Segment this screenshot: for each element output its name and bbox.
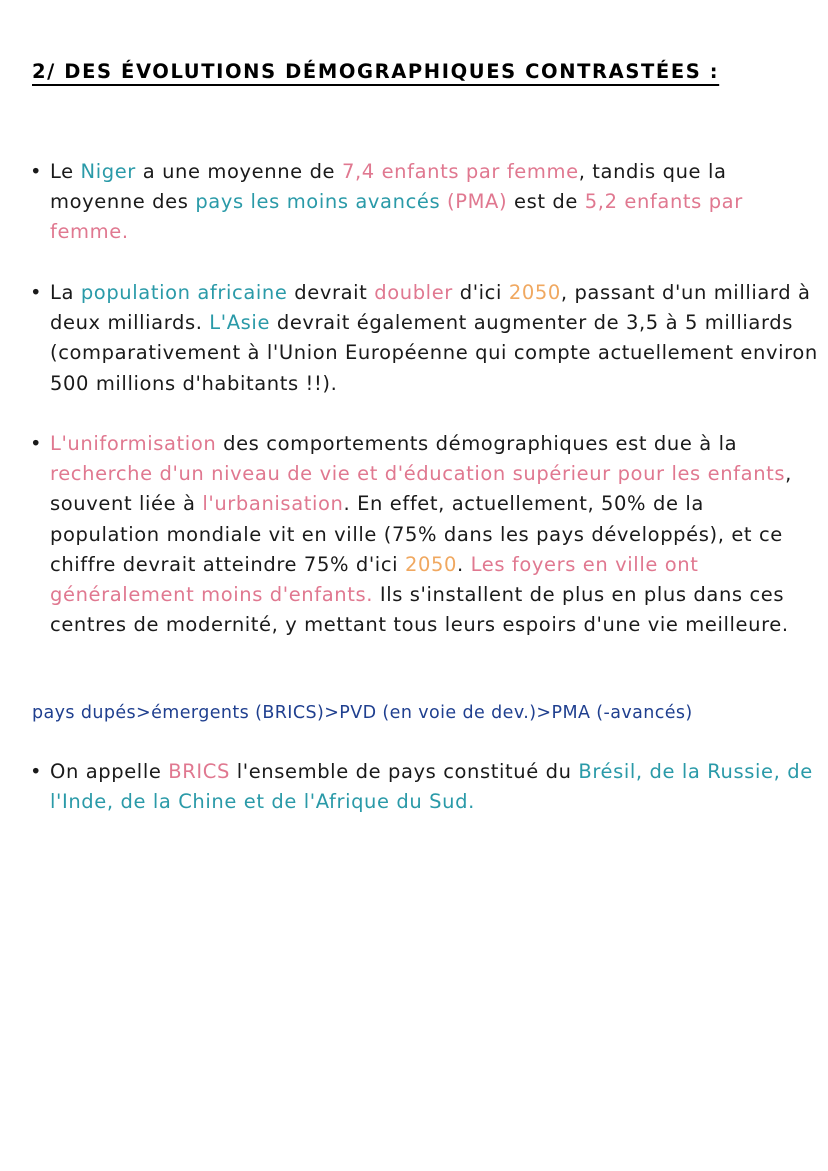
text: l'ensemble de pays constitué du [229,760,579,783]
bullet-niger [30,157,820,248]
highlight-uniformisation: L'uniformisation [50,432,217,455]
text: Le [50,160,81,183]
text: des comportements démographiques est due à la [216,432,738,455]
text: , passant d'un milliard à deux milliards. [50,281,811,335]
text: . En effet, actuellement, 50% de la population mondiale vit en ville (75% dans les pays développés), et ce chiffre devrait atteindre 75% d'ici [50,492,783,576]
bullet-uniformisation [30,429,820,640]
highlight-asia: L'Asie [209,311,271,335]
highlight-urbanisation: l'urbanisation [202,492,344,516]
bullet-dot: • [30,281,43,304]
text: a une moyenne de [135,160,342,183]
text: , souvent liée à [50,462,792,516]
highlight-year: 2050 [508,281,561,304]
text: La [50,281,81,304]
bullet-brics [30,757,820,817]
text: devrait [287,281,375,304]
highlight-african-population: population africaine [80,281,288,304]
highlight-urban-households: Les foyers en ville ont généralement moins d'enfants. [50,552,699,607]
highlight-pma: pays les moins avancés [195,190,441,214]
highlight-brics: BRICS [168,760,230,783]
text: d'ici [452,281,509,304]
highlight-fertility: 7,4 enfants par femme [341,160,579,183]
text: . [457,552,471,576]
highlight-countries: Brésil, de la Russie, de l'Inde, de la Chine et de l'Afrique du Sud. [50,760,813,814]
highlight-double: doubler [374,281,453,304]
text: , tandis que la moyenne des [50,160,727,214]
highlight-living-standard: recherche d'un niveau de vie et d'éducation supérieur pour les enfants [50,462,786,486]
highlight-year: 2050 [404,552,457,576]
bullet-population [30,278,820,399]
highlight-pma-abbr: (PMA) [440,190,508,214]
text: Ils s'installent de plus en plus dans ces centres de modernité, y mettant tous leurs espoirs d'une vie meilleure. [50,583,789,637]
bullet-dot: • [30,760,43,783]
text: est de [507,190,585,214]
highlight-niger: Niger [80,160,136,183]
text: On appelle [50,760,169,783]
section-title: 2/ DES ÉVOLUTIONS DÉMOGRAPHIQUES CONTRASTÉES : [32,60,720,83]
highlight-fertility-pma: 5,2 enfants par femme. [50,190,743,244]
text: devrait également augmenter de 3,5 à 5 milliards (comparativement à l'Union Européenne qui compte actuellement environ 500 millions d'habitants !!). [50,311,818,395]
bullet-dot: • [30,160,43,183]
development-ranking-note: pays dupés>émergents (BRICS)>PVD (en voie de dev.)>PMA (-avancés) [32,703,693,723]
bullet-dot: • [30,432,43,455]
